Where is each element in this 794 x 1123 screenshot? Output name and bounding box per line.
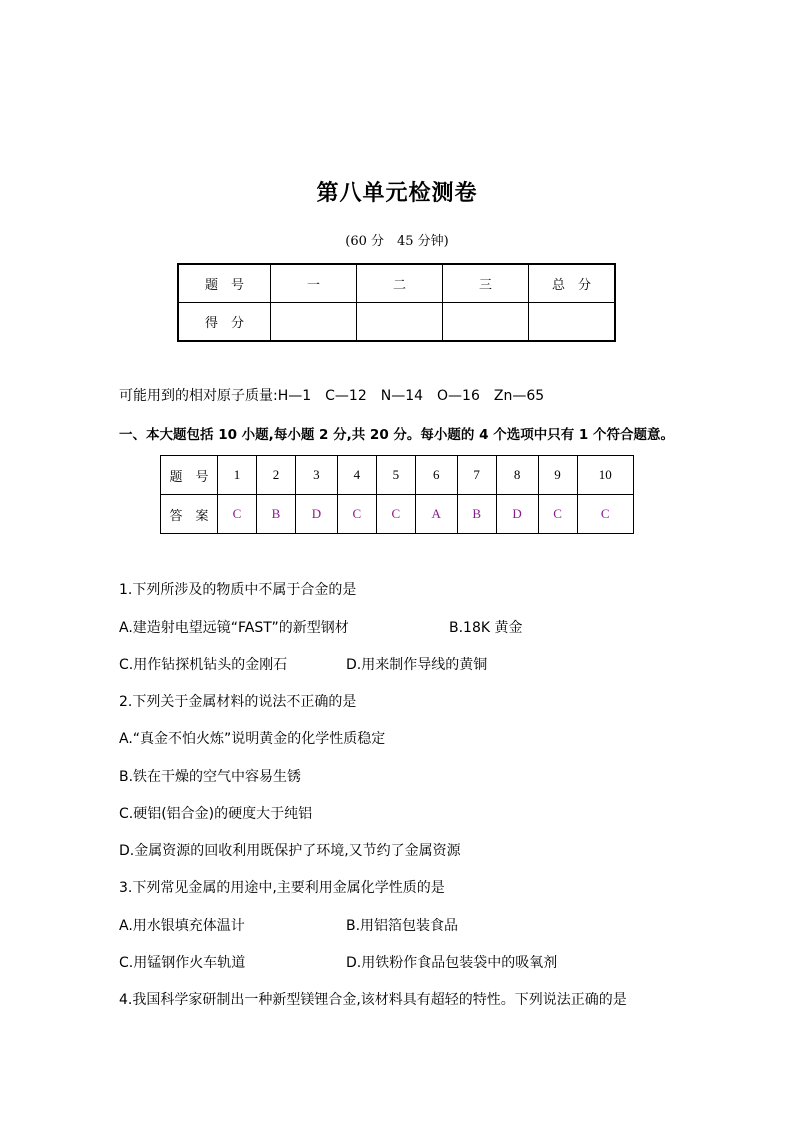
question-number-cell: 3 — [295, 456, 337, 495]
question-1-option-b: B.18K 黄金 — [449, 620, 523, 636]
score-row-label: 得 分 — [178, 303, 271, 342]
answer-cell: C — [538, 495, 577, 534]
question-number-cell: 6 — [415, 456, 457, 495]
question-3-option-a: A.用水银填充体温计 — [119, 918, 245, 934]
score-entry-cell[interactable] — [271, 303, 357, 342]
answer-cell: D — [295, 495, 337, 534]
score-header-cell: 三 — [443, 264, 529, 303]
answer-cell: A — [415, 495, 457, 534]
score-header-cell: 二 — [357, 264, 443, 303]
question-number-cell: 1 — [218, 456, 257, 495]
question-number-cell: 5 — [376, 456, 415, 495]
score-header-cell: 题 号 — [178, 264, 271, 303]
question-2-option-a: A.“真金不怕火炼”说明黄金的化学性质稳定 — [119, 731, 386, 747]
question-3-stem: 3.下列常见金属的用途中,主要利用金属化学性质的是 — [119, 880, 445, 896]
question-2-option-b: B.铁在干燥的空气中容易生锈 — [119, 769, 302, 785]
question-2-option-c: C.硬铝(铝合金)的硬度大于纯铝 — [119, 806, 313, 822]
answer-row-label: 答 案 — [161, 495, 218, 534]
answer-cell: C — [376, 495, 415, 534]
question-3-option-d: D.用铁粉作食品包装袋中的吸氧剂 — [346, 955, 558, 971]
question-3-option-b: B.用铝箔包装食品 — [346, 918, 459, 934]
question-number-cell: 4 — [337, 456, 376, 495]
score-entry-cell[interactable] — [357, 303, 443, 342]
question-1-stem: 1.下列所涉及的物质中不属于合金的是 — [119, 582, 357, 598]
question-number-cell: 8 — [496, 456, 538, 495]
score-entry-cell[interactable] — [529, 303, 616, 342]
score-entry-cell[interactable] — [443, 303, 529, 342]
question-2-stem: 2.下列关于金属材料的说法不正确的是 — [119, 694, 357, 710]
score-table — [177, 263, 616, 342]
score-header-cell: 总 分 — [529, 264, 616, 303]
question-1-option-c: C.用作钻探机钻头的金刚石 — [119, 657, 288, 673]
question-3-option-c: C.用锰钢作火车轨道 — [119, 955, 246, 971]
exam-info: (60 分 45 分钟) — [345, 234, 449, 249]
question-number-cell: 7 — [457, 456, 496, 495]
question-number-cell: 10 — [577, 456, 633, 495]
score-table-score-row — [178, 303, 615, 342]
score-header-cell: 一 — [271, 264, 357, 303]
atomic-masses-note: 可能用到的相对原子质量:H—1 C—12 N—14 O—16 Zn—65 — [119, 388, 545, 404]
question-number-cell: 9 — [538, 456, 577, 495]
answer-table-number-row — [161, 456, 634, 495]
answer-table-answer-row — [161, 495, 634, 534]
number-row-label: 题 号 — [161, 456, 218, 495]
question-1-option-a: A.建造射电望远镜“FAST”的新型钢材 — [119, 620, 349, 636]
question-1-option-d: D.用来制作导线的黄铜 — [346, 657, 488, 673]
score-table-header-row — [178, 264, 615, 303]
question-number-cell: 2 — [256, 456, 295, 495]
page-title: 第八单元检测卷 — [316, 181, 478, 206]
answer-table — [160, 455, 634, 534]
answer-cell: B — [256, 495, 295, 534]
answer-cell: C — [577, 495, 633, 534]
section-1-heading: 一、本大题包括 10 小题,每小题 2 分,共 20 分。每小题的 4 个选项中只有 1 个符合题意。 — [119, 427, 675, 443]
question-4-stem: 4.我国科学家研制出一种新型镁锂合金,该材料具有超轻的特性。下列说法正确的是 — [119, 992, 627, 1008]
answer-cell: B — [457, 495, 496, 534]
answer-cell: C — [218, 495, 257, 534]
answer-cell: C — [337, 495, 376, 534]
answer-cell: D — [496, 495, 538, 534]
question-2-option-d: D.金属资源的回收利用既保护了环境,又节约了金属资源 — [119, 843, 461, 859]
